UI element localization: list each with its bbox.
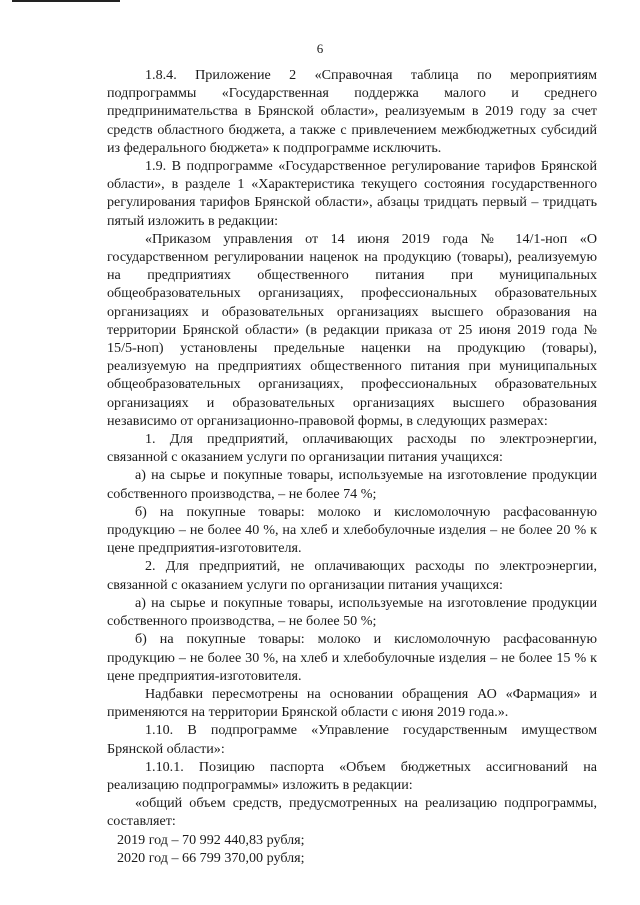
paragraph-item-1b: б) на покупные товары: молоко и кисломолочную расфасованную продукцию – не более 40 %, на хлеб и хлебобулочные изделия – не более 20 % к цене предприятия-изготовителя. [107, 503, 597, 557]
budget-year-2020: 2020 год – 66 799 370,00 рубля; [117, 849, 305, 866]
page-number: 6 [316, 41, 324, 56]
paragraph-1-10: 1.10. В подпрограмме «Управление государственным имуществом Брянской области»: [107, 722, 597, 757]
paragraph-item-2: 2. Для предприятий, не оплачивающих расходы по электроэнергии, связанной с оказанием услуги по организации питания учащихся: [107, 558, 597, 593]
budget-year-2019: 2019 год – 70 992 440,83 рубля; [117, 831, 305, 848]
paragraph-1-10-1: 1.10.1. Позицию паспорта «Объем бюджетных ассигнований на реализацию подпрограммы» изложить в редакции: [107, 758, 597, 793]
paragraph-1-8-4: 1.8.4. Приложение 2 «Справочная таблица по мероприятиям подпрограммы «Государственная поддержка малого и среднего предпринимательства в Брянской области», реализуемым в 2019 году за счет средств областного бюджета, а также с привлечением межбюджетных субсидий из федерального бюджета» к подпрограмме исключить. [107, 67, 597, 156]
document-body [107, 66, 597, 867]
paragraph-1-9: 1.9. В подпрограмме «Государственное регулирование тарифов Брянской области», в разделе 1 «Характеристика текущего состояния государственного регулирования тарифов Брянской области», абзацы тридцать первый – тридцать пятый изложить в редакции: [107, 158, 597, 229]
paragraph-item-2b: б) на покупные товары: молоко и кисломолочную расфасованную продукцию – не более 30 %, на хлеб и хлебобулочные изделия – не более 15 % к цене предприятия-изготовителя. [107, 631, 597, 684]
paragraph-obshchiy-obem: «общий объем средств, предусмотренных на реализацию подпрограммы, составляет: [107, 795, 597, 830]
paragraph-item-1: 1. Для предприятий, оплачивающих расходы по электроэнергии, связанной с оказанием услуги по организации питания учащихся: [107, 431, 597, 466]
paragraph-nadbavki: Надбавки пересмотрены на основании обращения АО «Фармация» и применяются на территории Брянской области с июня 2019 года.». [107, 685, 597, 721]
top-edge-line [12, 0, 120, 2]
paragraph-prikaz: «Приказом управления от 14 июня 2019 года № 14/1-ноп «О государственном регулировании наценок на продукцию (товары), реализуемую на предприятиях общественного питания при муниципальных общеобразовательных организациях, профессиональных образовательных организациях и образовательных организациях высшего образования на территории Брянской области» (в редакции приказа от 25 июня 2019 года № 15/5-ноп) установлены предельные наценки на продукцию (товары), реализуемую на предприятиях общественного питания при муниципальных общеобразовательных организациях, профессиональных образовательных организациях и образовательных организациях высшего образования независимо от организационно-правовой формы, в следующих размерах: [107, 230, 597, 429]
paragraph-item-1a: а) на сырье и покупные товары, используемые на изготовление продукции собственного производства, – не более 74 %; [107, 467, 597, 502]
paragraph-item-2a: а) на сырье и покупные товары, используемые на изготовление продукции собственного производства, – не более 50 %; [107, 594, 597, 630]
